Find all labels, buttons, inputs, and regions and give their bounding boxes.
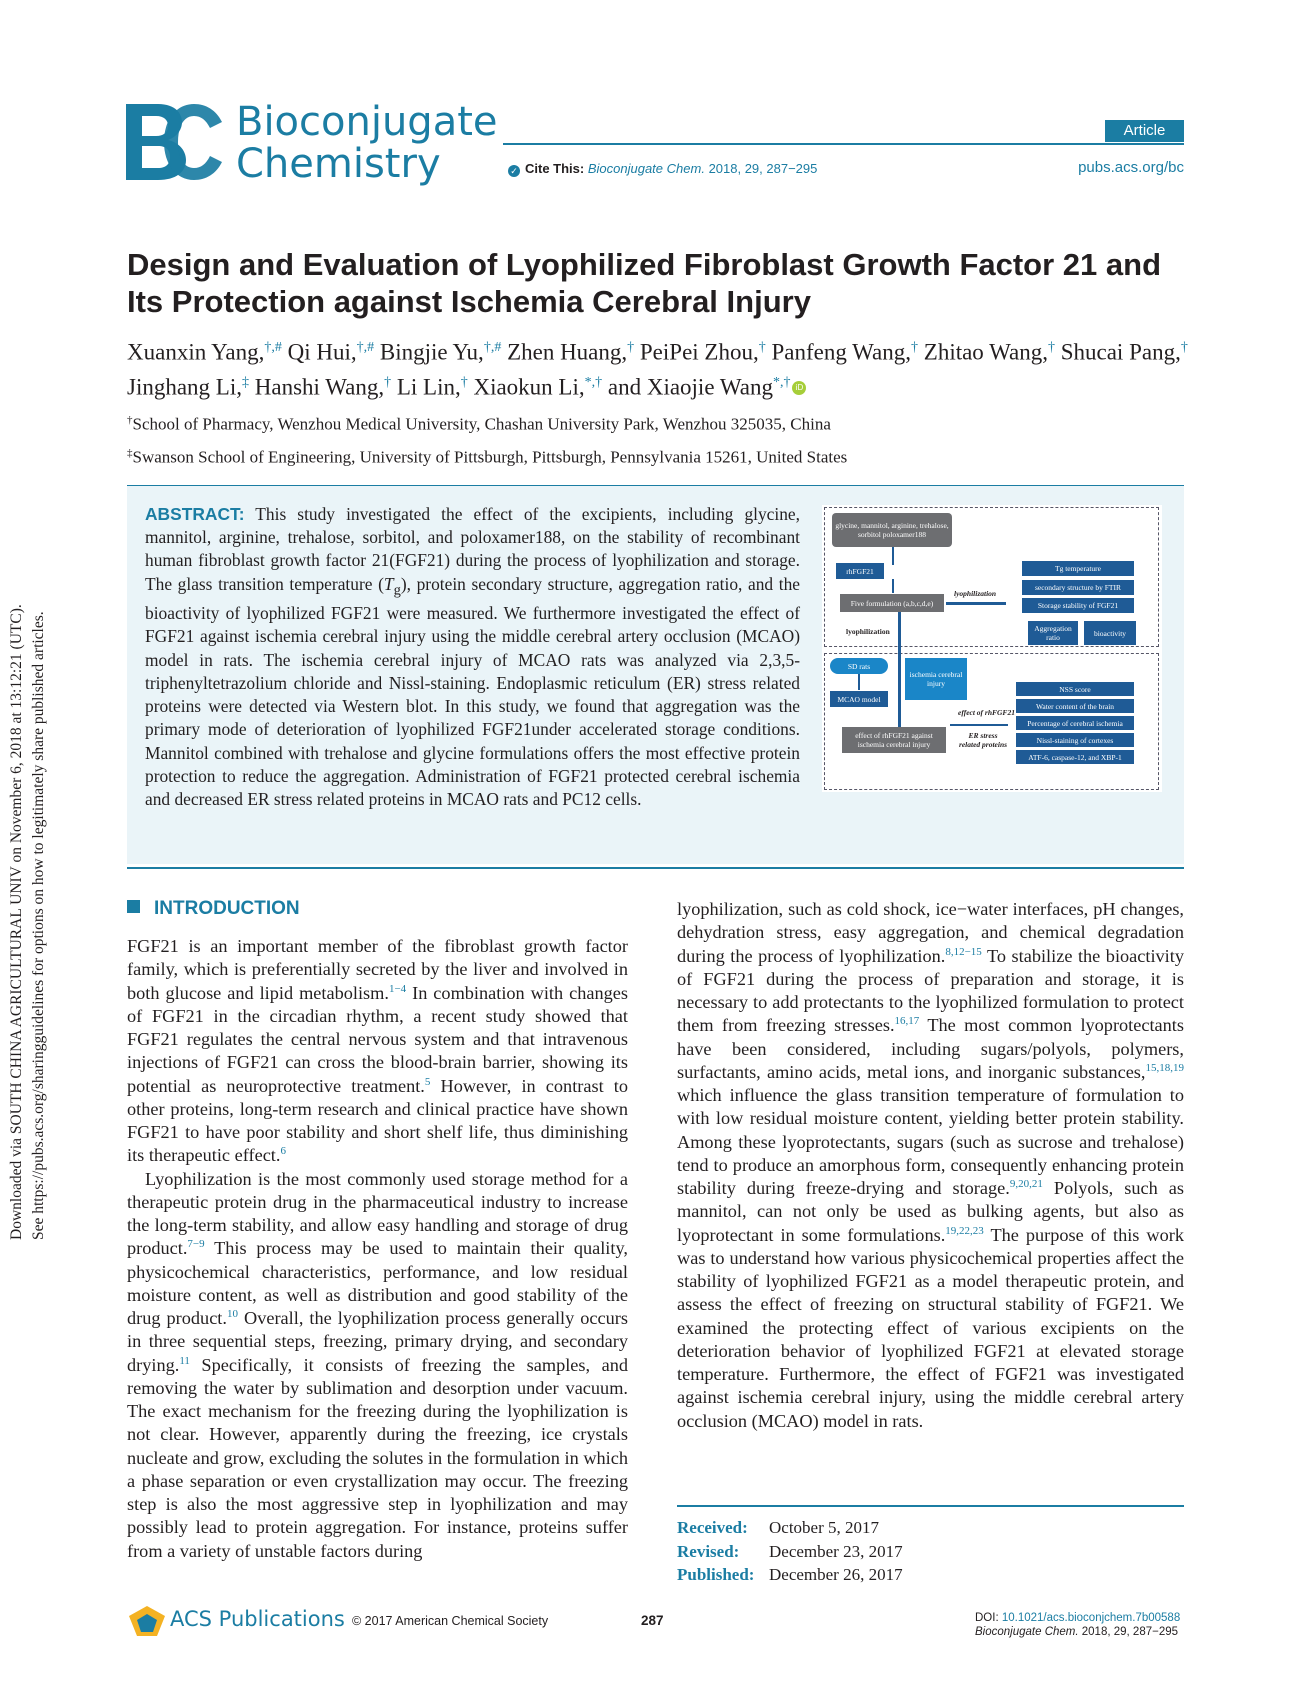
toc-bioactivity-box: bioactivity xyxy=(1084,621,1136,645)
doi-label: DOI: xyxy=(975,1612,999,1624)
author-name: Xiaokun Li, xyxy=(473,374,585,400)
section-heading-introduction xyxy=(127,898,300,920)
author-name: Zhitao Wang, xyxy=(923,339,1048,365)
intro-paragraph-3: lyophilization, such as cold shock, ice−water interfaces, pH changes, dehydration stress, easy aggregation, and chemical degradation during the process of lyophilization.$^{8,12-15}$ To stabilize the bioactivity of FGF21 during the process of preparation and storage, it is necessary to add protectants to the lyophilized formulation to protect them from freezing stresses.$^{16,17}$ The most common lyoprotectants have been considered, including sugars/polyols, polymers, surfactants, amino acids, metal ions, and inorganic substances,$^{15,18,19}$ which influence the glass transition temperature of formulation to with low residual moisture content, yielding better protein stability. Among these lyoprotectants, sugars (such as sucrose and trehalose) tend to produce an amorphous form, consequently enhancing protein stability during freeze-drying and storage.$^{9,20,21}$ Polyols, such as mannitol, can not only be used as bulking agents, but also as lyoprotectant in some formulations.$^{19,22,23}$ The purpose of this work was to understand how various physicochemical properties affect the stability of lyophilized FGF21 as a model therapeutic protein, and assess the effect of freezing on structural stability of FGF21. We examined the protecting effect of various excipients on the deterioration behavior of lyophilized FGF21 at elevated storage temperature. Furthermore, the effect of FGF21 was investigated against ischemia cerebral injury, using the middle cerebral artery occlusion (MCAO) model in rats. xyxy=(677,899,1185,1431)
author-affiliation-mark: † xyxy=(1180,340,1188,355)
toc-water-box: Water content of the brain xyxy=(1016,699,1134,713)
toc-arrow xyxy=(892,547,894,565)
abstract-text-1: This study investigated the effect of the excipients, including glycine, mannitol, arginine, trehalose, sorbitol, and poloxamer188, on the stability of recombinant human fibroblast growth factor 21(FGF21) during the process of lyophilization and storage. The glass transition temperature ( xyxy=(145,504,800,594)
date-value: December 26, 2017 xyxy=(769,1565,903,1584)
toc-sd-rats-box: SD rats xyxy=(830,658,888,674)
author-name: Qi Hui, xyxy=(287,339,357,365)
cite-numbers: 2018, 29, 287−295 xyxy=(708,161,818,176)
toc-excipients-box: glycine, mannitol, arginine, trehalose, sorbitol poloxamer188 xyxy=(832,513,952,547)
date-value: October 5, 2017 xyxy=(769,1518,880,1537)
orcid-icon[interactable]: iD xyxy=(792,381,806,395)
header-rule xyxy=(503,143,1184,145)
author-affiliation-mark: †,# xyxy=(483,340,502,355)
abstract-bottom-rule xyxy=(127,867,1184,869)
citation-ref[interactable]: 19,22,23 xyxy=(945,1224,984,1237)
acs-logo-icon xyxy=(127,1604,167,1638)
toc-arrow xyxy=(892,579,894,593)
introduction-heading-text: INTRODUCTION xyxy=(154,898,300,919)
article-title: Design and Evaluation of Lyophilized Fibroblast Growth Factor 21 and Its Protection against Ischemia Cerebral Injury xyxy=(127,247,1162,319)
abstract-text-2: ), protein secondary structure, aggregation ratio, and the bioactivity of lyophilized FGF21 were measured. We furthermore investigated the effect of FGF21 against ischemia cerebral injury using the middle cerebral artery occlusion (MCAO) model in rats. The ischemia cerebral injury of MCAO rats was analyzed via 2,3,5-triphenyltetrazolium chloride and Nissl-staining. Endoplasmic reticulum (ER) stress related proteins were detected via Western blot. In this study, we found that aggregation was the primary mode of deterioration of lyophilized FGF21under accelerated storage conditions. Mannitol combined with trehalose and glycine formulations offers the most effective protein protection to reduce the aggregation. Administration of FGF21 protected cerebral ischemia and decreased ER stress related proteins in MCAO rats and PC12 cells. xyxy=(145,573,800,809)
acs-publications: ACS Publications xyxy=(170,1607,345,1631)
toc-tg-box: Tg temperature xyxy=(1022,561,1134,576)
column-left xyxy=(127,935,628,1563)
author-name: Xuanxin Yang, xyxy=(127,339,265,365)
author-name: PeiPei Zhou, xyxy=(639,339,759,365)
author-name: and Xiaojie Wang xyxy=(607,374,773,400)
toc-effect-box: effect of rhFGF21 against ischemia cerebral injury xyxy=(842,727,946,753)
toc-mcao-box: MCAO model xyxy=(830,691,888,707)
toc-effect-label: effect of rhFGF21 xyxy=(958,708,1015,717)
section-square-icon xyxy=(127,900,140,913)
toc-percentage-box: Percentage of cerebral ischemia xyxy=(1016,716,1134,730)
affiliation-mark: † xyxy=(127,414,133,426)
affiliation-2 xyxy=(127,439,1187,472)
column-right xyxy=(677,898,1184,1433)
bc-journal-logo xyxy=(124,100,224,184)
page-number: 287 xyxy=(641,1613,664,1628)
abstract-heading: ABSTRACT: xyxy=(145,504,245,524)
publication-dates xyxy=(677,1516,903,1587)
author-name: Li Lin, xyxy=(396,374,461,400)
author-name: Shucai Pang, xyxy=(1060,339,1181,365)
author-affiliation-mark: † xyxy=(384,374,392,390)
date-row xyxy=(677,1563,903,1587)
author-affiliation-mark: †,# xyxy=(356,340,375,355)
author-affiliation-mark: † xyxy=(758,340,766,355)
cite-label: Cite This: xyxy=(525,161,585,176)
download-notice-line2: See https://pubs.acs.org/sharingguidelines for options on how to legitimately share published articles. xyxy=(30,611,47,1240)
affiliation-text: Swanson School of Engineering, University of Pittsburgh, Pittsburgh, Pennsylvania 15261, United States xyxy=(132,447,848,467)
doi-block xyxy=(975,1611,1180,1639)
citation-ref[interactable]: 10 xyxy=(226,1307,238,1320)
toc-ftir-box: secondary structure by FTIR xyxy=(1022,580,1134,595)
author-affiliation-mark: †,# xyxy=(264,340,282,355)
download-notice-line1: Downloaded via SOUTH CHINA AGRICULTURAL UNIV on November 6, 2018 at 13:12:21 (UTC). xyxy=(8,604,25,1240)
download-notice xyxy=(6,500,66,1240)
citation-ref[interactable]: 11 xyxy=(179,1354,190,1367)
toc-nss-box: NSS score xyxy=(1016,682,1134,696)
doi-link[interactable]: 10.1021/acs.bioconjchem.7b00588 xyxy=(1001,1612,1181,1624)
dates-rule xyxy=(677,1505,1184,1507)
date-label: Received: xyxy=(677,1518,748,1537)
cite-journal: Bioconjugate Chem. xyxy=(587,161,705,176)
author-affiliation-mark: *,† xyxy=(584,374,603,390)
citation-ref[interactable]: 7−9 xyxy=(187,1238,205,1251)
toc-arrow xyxy=(950,724,1008,726)
check-circle-icon: ✓ xyxy=(508,165,520,177)
author-affiliation-mark: † xyxy=(911,340,919,355)
citation-ref[interactable]: 6 xyxy=(280,1145,286,1158)
toc-storage-box: Storage stability of FGF21 xyxy=(1022,598,1134,613)
author-affiliation-mark: *,† xyxy=(772,374,791,390)
date-value: December 23, 2017 xyxy=(769,1541,903,1561)
toc-ischemia-box: ischemia cerebral injury xyxy=(905,658,967,700)
journal-url-link[interactable]: pubs.acs.org/bc xyxy=(1078,159,1184,176)
author-affiliation-mark: † xyxy=(1047,340,1055,355)
author-name: Hanshi Wang, xyxy=(254,374,385,400)
abstract xyxy=(145,503,800,811)
journal-name xyxy=(236,99,498,187)
article-type-badge: Article xyxy=(1105,120,1184,142)
affiliations xyxy=(127,406,1187,471)
date-row xyxy=(677,1540,903,1564)
toc-five-formulation-box: Five formulation (a,b,c,d,e) xyxy=(840,594,944,612)
cite-this[interactable] xyxy=(508,161,817,177)
date-row xyxy=(677,1516,903,1540)
citation-ref[interactable]: 8,12−15 xyxy=(945,945,982,958)
author-affiliation-mark: † xyxy=(460,374,468,390)
author-name: Zhen Huang, xyxy=(507,339,628,365)
citation-ref[interactable]: 5 xyxy=(424,1075,431,1088)
date-label: Published: xyxy=(677,1565,755,1584)
affiliation-text: School of Pharmacy, Wenzhou Medical University, Chashan University Park, Wenzhou 325035, China xyxy=(132,414,831,434)
citation-ref[interactable]: 9,20,21 xyxy=(1009,1177,1043,1190)
toc-atf-box: ATF-6, caspase-12, and XBP-1 xyxy=(1016,750,1134,764)
citation-ref[interactable]: 16,17 xyxy=(894,1015,920,1028)
toc-aggregation-box: Aggregation ratio xyxy=(1028,621,1078,645)
affiliation-mark: ‡ xyxy=(127,446,133,459)
journal-name-line1: Bioconjugate xyxy=(236,99,498,145)
citation-ref[interactable]: 15,18,19 xyxy=(1145,1061,1184,1074)
intro-paragraph-1: FGF21 is an important member of the fibroblast growth factor family, which is preferentially secreted by the liver and involved in both glucose and lipid metabolism.$^{1-4}$ In combination with changes of FGF21 in the circadian rhythm, a recent study showed that FGF21 regulates the central nervous system and that intravenous injections of FGF21 can cross the blood-brain barrier, showing its potential as neuroprotective treatment.$^5$ However, in contrast to other proteins, long-term research and clinical practice have shown FGF21 to have poor stability and short shelf life, thus diminishing its therapeutic effect.$^6$ xyxy=(127,936,629,1166)
toc-arrow xyxy=(858,674,860,690)
footer-journal: Bioconjugate Chem. xyxy=(975,1626,1079,1638)
author-list xyxy=(127,333,1197,402)
toc-nissl-box: Nissl-staining of cortexes xyxy=(1016,733,1134,747)
intro-paragraph-2: Lyophilization is the most commonly used storage method for a therapeutic protein drug in the pharmaceutical industry to increase the long-term stability, and allow easy handling and storage of drug product.$^{7-9}$ This process may be used to maintain their quality, physicochemical characteristics, performance, and low residual moisture content, as well as distribution and good stability of the drug product.$^{10}$ Overall, the lyophilization process generally occurs in three sequential steps, freezing, primary drying, and secondary drying.$^{11}$ Specifically, it consists of freezing the samples, and removing the water by sublimation and desorption under vacuum. The exact mechanism for the freezing during the lyophilization is not clear. However, apparently during the freezing, ice crystals nucleate and grow, excluding the solutes in the formulation in which a phase separation or even crystallization may occur. The freezing step is also the most aggressive step in lyophilization and may possibly lead to protein aggregation. For instance, proteins suffer from a variety of unstable factors during xyxy=(127,1168,628,1561)
author-name: Bingjie Yu, xyxy=(379,339,484,365)
author-name: Jinghang Li, xyxy=(127,374,242,400)
tg-symbol: T xyxy=(383,573,394,594)
toc-arrow xyxy=(898,612,901,734)
footer-citation: 2018, 29, 287−295 xyxy=(1081,1626,1179,1638)
toc-rhfgf21-box: rhFGF21 xyxy=(836,563,884,579)
copyright: © 2017 American Chemical Society xyxy=(352,1614,549,1628)
date-label: Revised: xyxy=(677,1541,740,1561)
tg-subscript: g xyxy=(393,582,401,599)
toc-graphic xyxy=(822,505,1162,792)
author-affiliation-mark: ‡ xyxy=(242,374,249,390)
affiliation-1 xyxy=(127,406,1187,439)
toc-er-label: ER stress related proteins xyxy=(958,731,1008,749)
toc-lyophilization-label: lyophilization xyxy=(846,627,890,636)
author-affiliation-mark: † xyxy=(627,340,635,355)
citation-ref[interactable]: 1−4 xyxy=(388,982,407,995)
journal-name-line2: Chemistry xyxy=(236,141,441,187)
author-name: Panfeng Wang, xyxy=(771,339,912,365)
toc-lyophilization-arrow-label: lyophilization xyxy=(954,589,997,598)
toc-arrow xyxy=(946,602,1006,605)
